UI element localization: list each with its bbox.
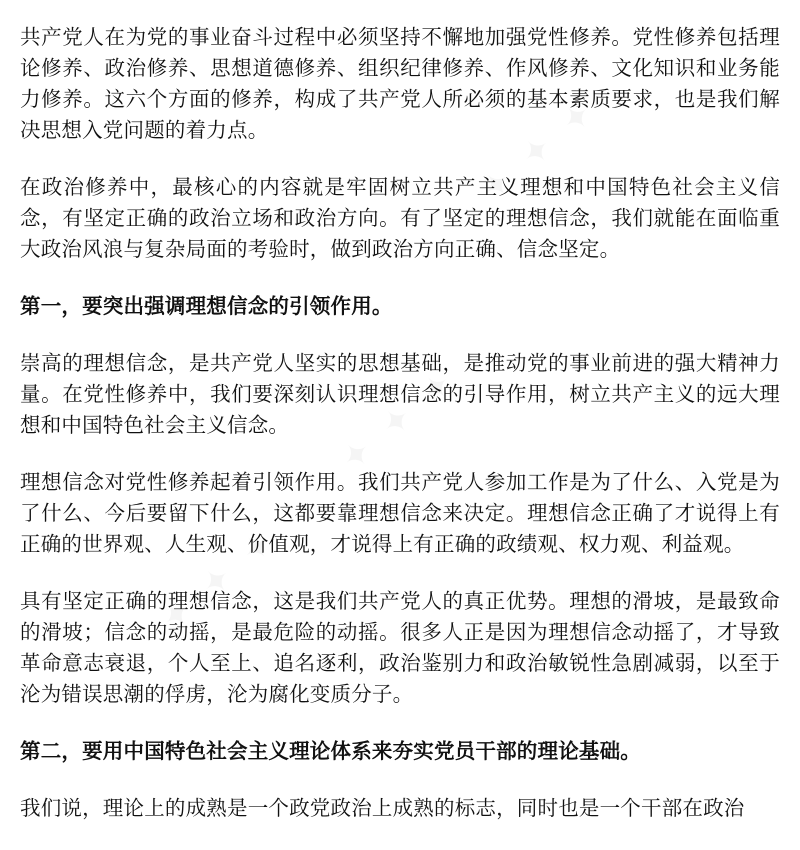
section-heading: 第二，要用中国特色社会主义理论体系来夯实党员干部的理论基础。 (20, 739, 641, 763)
paragraph: 理想信念对党性修养起着引领作用。我们共产党人参加工作是为了什么、入党是为了什么、今后要留下什么，这都要靠理想信念来决定。理想信念正确了才说得上有正确的世界观、人生观、价值观，才说得上有正确的政绩观、权力观、利益观。 (20, 470, 780, 556)
paragraph: 共产党人在为党的事业奋斗过程中必须坚持不懈地加强党性修养。党性修养包括理论修养、政治修养、思想道德修养、组织纪律修养、作风修养、文化知识和业务能力修养。这六个方面的修养，构成了共产党人所必须的基本素质要求，也是我们解决思想入党问题的着力点。 (20, 25, 780, 142)
paragraph: 我们说，理论上的成熟是一个政党政治上成熟的标志，同时也是一个干部在政治 (20, 796, 745, 820)
paragraph: 具有坚定正确的理想信念，这是我们共产党人的真正优势。理想的滑坡，是最致命的滑坡；信念的动摇，是最危险的动摇。很多人正是因为理想信念动摇了，才导致革命意志衰退，个人至上、追名逐利，政治鉴别力和政治敏锐性急剧减弱，以至于沦为错误思潮的俘虏，沦为腐化变质分子。 (20, 589, 780, 706)
document-body (20, 22, 780, 850)
watermark: ✦ ✦ ✦ (153, 519, 286, 641)
paragraph: 崇高的理想信念，是共产党人坚实的思想基础，是推动党的事业前进的强大精神力量。在党性修养中，我们要深刻认识理想信念的引导作用，树立共产主义的远大理想和中国特色社会主义信念。 (20, 351, 780, 437)
watermark: ✦ ✦ ✦ (333, 359, 466, 481)
watermark: ✦ ✦ ✦ (473, 89, 606, 211)
section-heading: 第一，要突出强调理想信念的引领作用。 (20, 294, 393, 318)
paragraph: 在政治修养中，最核心的内容就是牢固树立共产主义理想和中国特色社会主义信念，有坚定正确的政治立场和政治方向。有了坚定的理想信念，我们就能在面临重大政治风浪与复杂局面的考验时，做到政治方向正确、信念坚定。 (20, 175, 780, 261)
